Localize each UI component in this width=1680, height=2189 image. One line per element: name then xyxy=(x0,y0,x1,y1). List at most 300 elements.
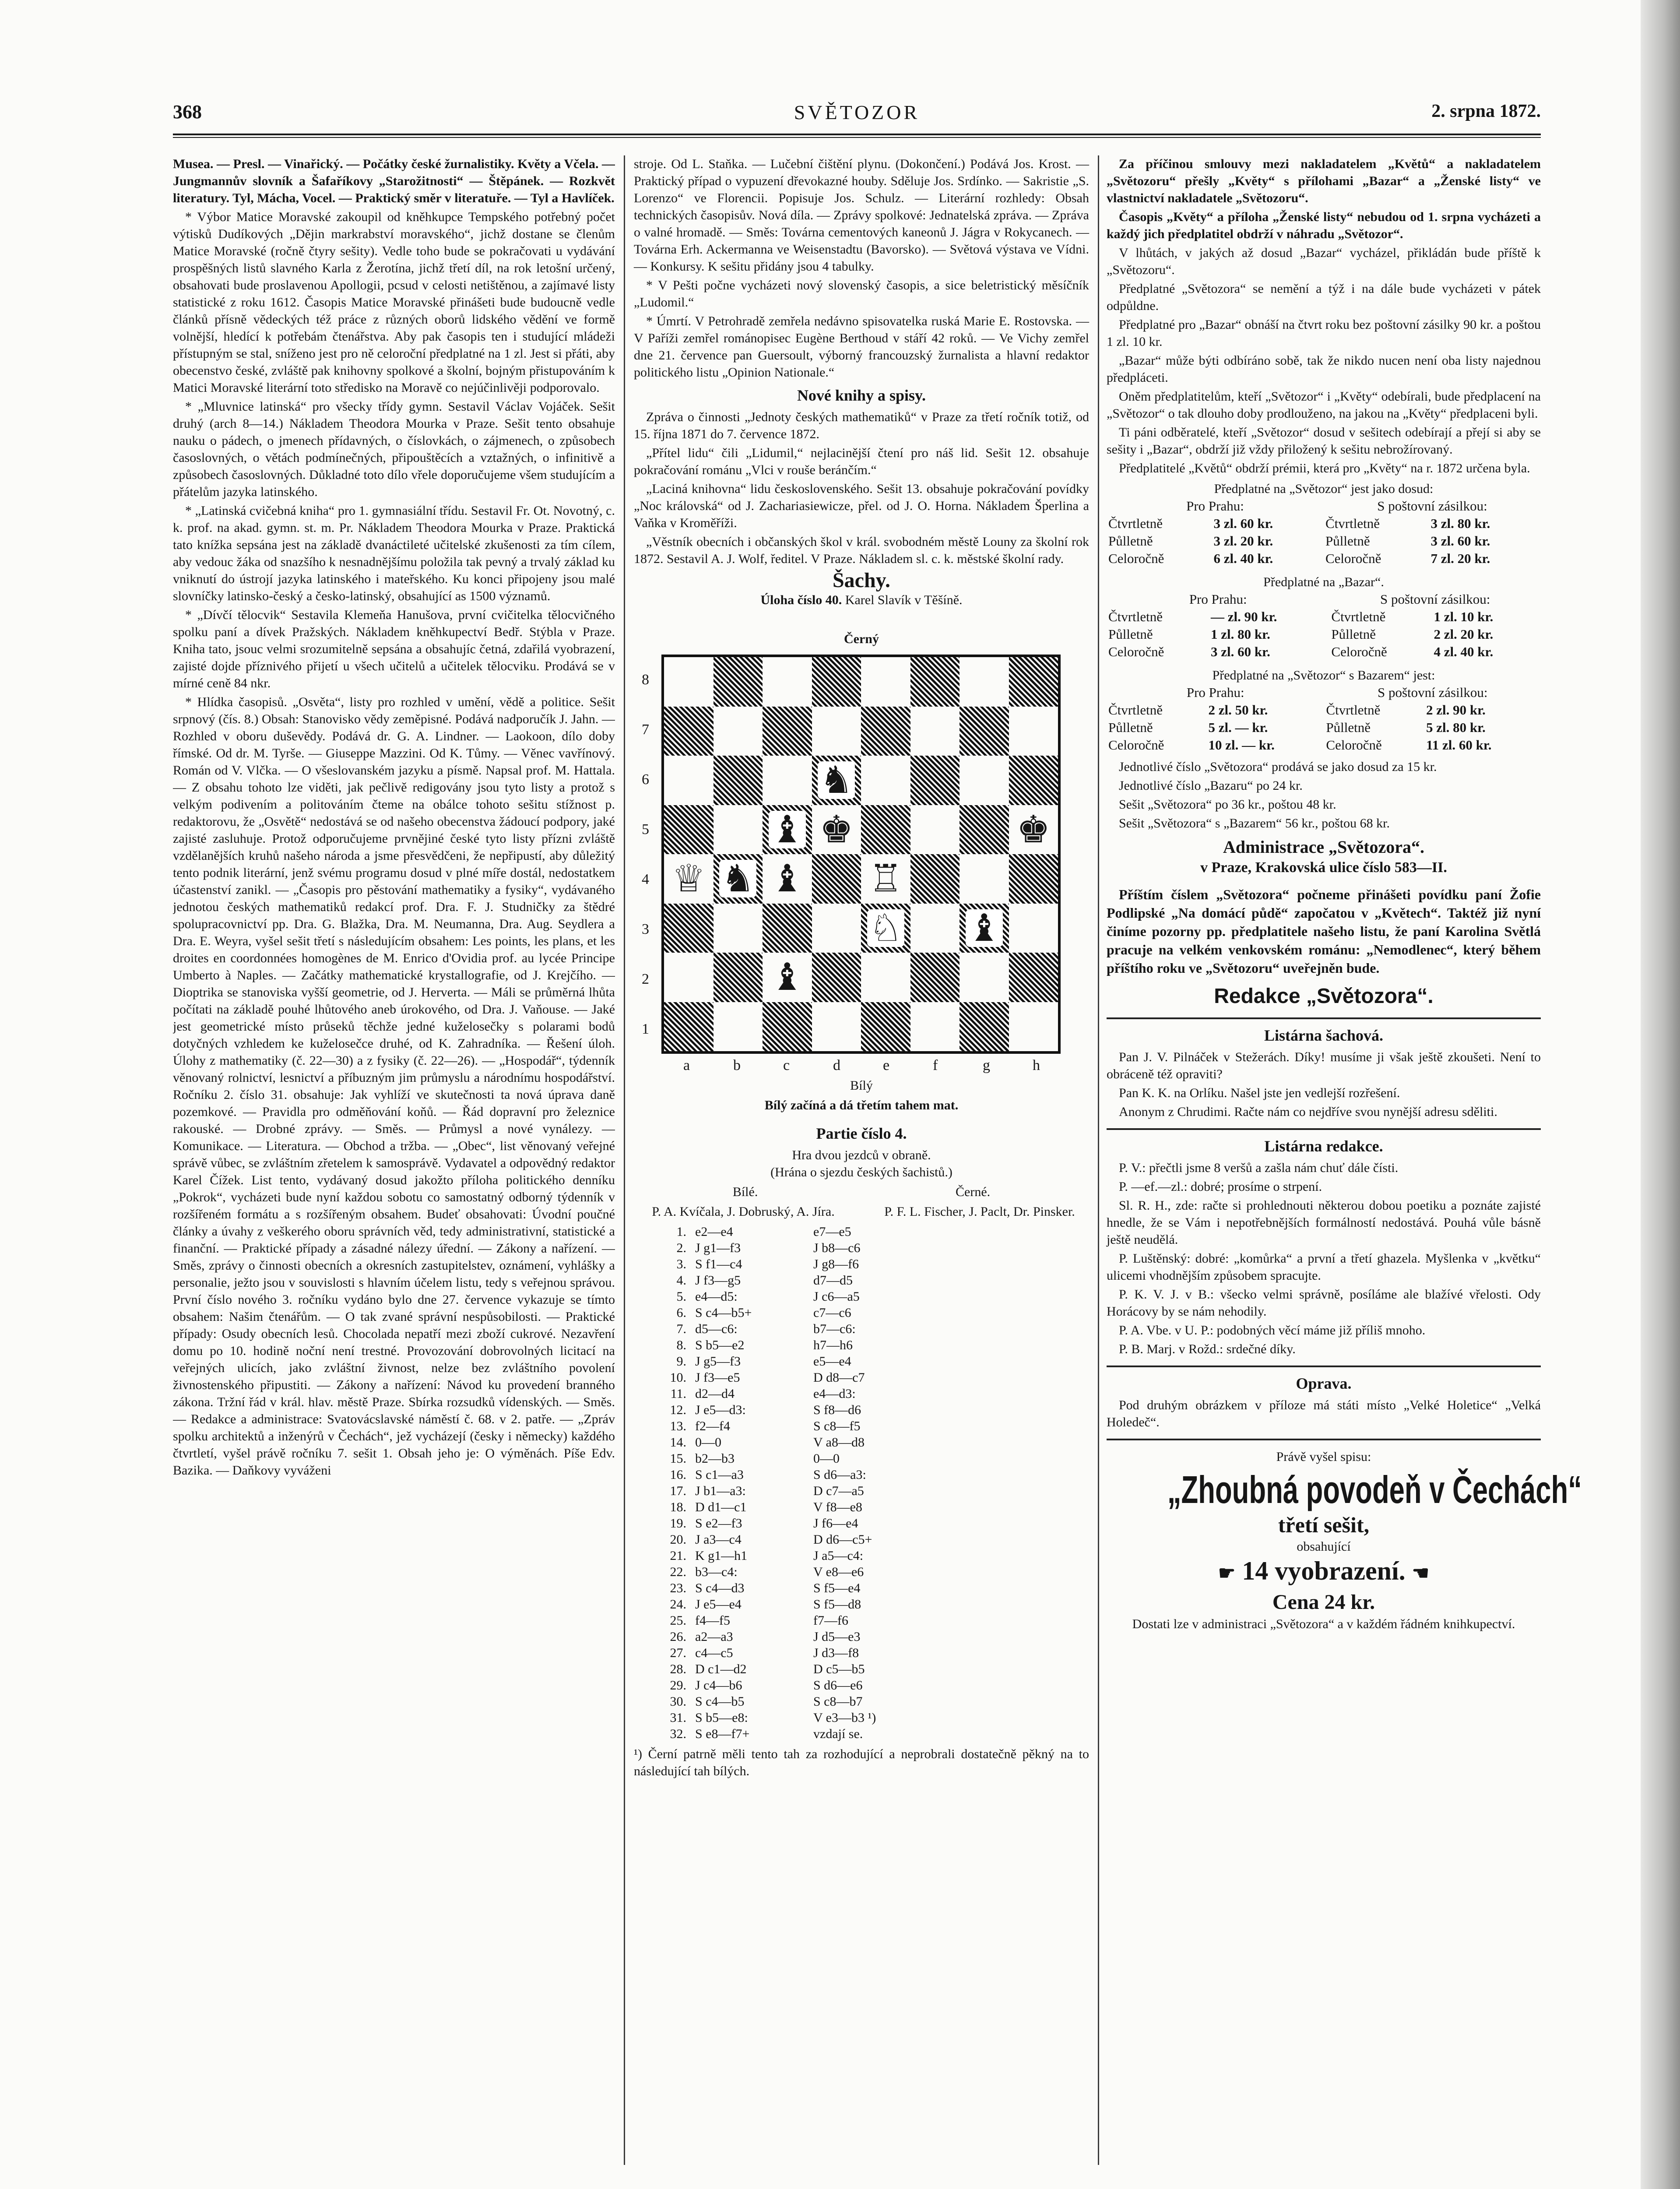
move-number: 17. xyxy=(670,1484,686,1498)
white-move: c4—c5 xyxy=(695,1646,733,1660)
chess-piece: ♞ xyxy=(719,860,756,897)
page-number: 368 xyxy=(173,101,202,123)
black-move: e4—d3: xyxy=(813,1387,856,1401)
paragraph: P. B. Marj. v Rožd.: srdečné díky. xyxy=(1119,1342,1296,1356)
ad-intro: Právě vyšel spisu: xyxy=(1276,1450,1371,1464)
file-label: c xyxy=(783,1057,790,1073)
white-move: J b1—a3: xyxy=(695,1484,746,1498)
table-cell: 2 zl. 90 kr. xyxy=(1426,702,1486,718)
black-move: J g8—f6 xyxy=(813,1257,859,1271)
chess-piece: ♝ xyxy=(769,811,806,848)
move-row xyxy=(634,1256,1089,1272)
white-move: S f1—c4 xyxy=(695,1257,742,1271)
board-square xyxy=(812,904,861,953)
table-header-row xyxy=(1107,497,1541,515)
game-title: Partie číslo 4. xyxy=(816,1125,907,1142)
page-header xyxy=(173,101,1541,131)
white-move: S c1—a3 xyxy=(695,1468,744,1482)
black-move: h7—h6 xyxy=(813,1338,853,1352)
rank-label: 3 xyxy=(642,921,649,937)
move-number: 22. xyxy=(670,1565,686,1579)
column-header: S poštovní zásilkou: xyxy=(1377,685,1488,700)
paragraph: Předplatitelé „Květů“ obdrží prémii, která pro „Květy“ na r. 1872 určena byla. xyxy=(1119,461,1530,475)
black-move: c7—c6 xyxy=(813,1306,851,1320)
table-cell: 2 zl. 50 kr. xyxy=(1208,702,1268,718)
black-move: J f6—e4 xyxy=(813,1516,858,1531)
black-move: S c8—f5 xyxy=(813,1419,861,1433)
black-side-label: Černé. xyxy=(956,1185,991,1199)
black-move: S c8—b7 xyxy=(813,1694,863,1709)
white-move: S c4—d3 xyxy=(695,1581,745,1595)
white-move: b3—c4: xyxy=(695,1565,738,1579)
column-divider xyxy=(1098,155,1099,2165)
table-cell: Čtvrtletně xyxy=(1325,516,1380,531)
black-move: S d6—a3: xyxy=(813,1468,866,1482)
ad-availability: Dostati lze v administraci „Světozora“ a v každém řádném knihkupectví. xyxy=(1132,1617,1515,1631)
move-row xyxy=(634,1564,1089,1580)
board-square xyxy=(959,756,1009,805)
board-square xyxy=(1009,657,1058,707)
table-cell: Půlletně xyxy=(1108,533,1153,549)
white-move: J c4—b6 xyxy=(695,1678,742,1693)
paragraph: Anonym z Chrudimi. Račte nám co nejdříve svou nynější adresu sděliti. xyxy=(1119,1105,1497,1119)
table-cell: 3 zl. 60 kr. xyxy=(1430,533,1490,549)
section-heading: Nové knihy a spisy. xyxy=(797,387,926,404)
editorial-signature: Redakce „Světozora“. xyxy=(1214,985,1434,1008)
move-row xyxy=(634,1661,1089,1677)
move-number: 15. xyxy=(670,1451,686,1466)
issue-date: 2. srpna 1872. xyxy=(1431,101,1541,121)
ad-issue: třetí sešit, xyxy=(1278,1513,1370,1537)
column-header: Pro Prahu: xyxy=(1186,498,1244,514)
board-square xyxy=(1009,904,1058,953)
black-players: P. F. L. Fischer, J. Paclt, Dr. Pinsker. xyxy=(884,1204,1075,1219)
table-cell: 10 zl. — kr. xyxy=(1208,737,1275,753)
board-square xyxy=(812,854,861,904)
board-square xyxy=(763,1002,812,1052)
black-move: D d8—c7 xyxy=(813,1370,865,1385)
move-number: 12. xyxy=(670,1403,686,1417)
column-header: S poštovní zásilkou: xyxy=(1380,591,1490,607)
board-square xyxy=(763,805,812,855)
table-row xyxy=(1107,701,1541,719)
board-square xyxy=(910,707,960,756)
move-number: 7. xyxy=(676,1322,686,1336)
black-move: J d5—e3 xyxy=(813,1629,861,1644)
board-square xyxy=(664,805,713,855)
table-cell: Půlletně xyxy=(1108,626,1153,642)
white-move: S b5—e2 xyxy=(695,1338,745,1352)
table-cell: Čtvrtletně xyxy=(1326,702,1381,718)
paragraph: * V Pešti počne vycházeti nový slovenský časopis, a sice beletristický měsíčník „Ludomil.“ xyxy=(634,278,1089,310)
board-square xyxy=(713,904,763,953)
table-cell: Půlletně xyxy=(1331,626,1376,642)
board-square xyxy=(812,707,861,756)
move-row xyxy=(634,1337,1089,1353)
table-cell: 3 zl. 60 kr. xyxy=(1213,516,1273,531)
board-square xyxy=(812,805,861,855)
table-cell: Půlletně xyxy=(1326,720,1371,735)
section-heading: Oprava. xyxy=(1296,1375,1352,1392)
table-cell: Půlletně xyxy=(1325,533,1370,549)
move-number: 28. xyxy=(670,1662,686,1676)
subscription-table xyxy=(1107,497,1541,567)
move-row xyxy=(634,1710,1089,1726)
black-move: J b8—c6 xyxy=(813,1241,861,1255)
move-number: 32. xyxy=(670,1727,686,1741)
paragraph: Jednotlivé číslo „Bazaru“ po 24 kr. xyxy=(1119,778,1303,793)
move-number: 19. xyxy=(670,1516,686,1531)
white-move: d5—c6: xyxy=(695,1322,738,1336)
table-cell: Celoročně xyxy=(1325,551,1381,566)
paragraph: Sl. R. H., zde: račte si prohlednouti některou dobou poetiku a poznáte zajisté hnedle, že se Vám i nepotřebnějších formálností nedostává. Pouhá vůle básně ještě neudělá. xyxy=(1107,1198,1541,1247)
move-number: 31. xyxy=(670,1710,686,1725)
move-row xyxy=(634,1272,1089,1288)
move-number: 14. xyxy=(670,1435,686,1450)
move-row xyxy=(634,1693,1089,1710)
ad-illustrations-label: 14 vyobrazení. xyxy=(1242,1556,1406,1585)
table-cell: Čtvrtletně xyxy=(1108,609,1163,624)
white-move: f2—f4 xyxy=(695,1419,730,1433)
file-label: d xyxy=(833,1057,840,1073)
table-row xyxy=(1107,608,1541,626)
file-label: h xyxy=(1033,1057,1040,1073)
table-cell: 3 zl. 80 kr. xyxy=(1430,516,1490,531)
white-move: S b5—e8: xyxy=(695,1710,748,1725)
board-square xyxy=(1009,707,1058,756)
move-row xyxy=(634,1305,1089,1321)
board-square xyxy=(664,904,713,953)
board-square xyxy=(1009,756,1058,805)
move-row xyxy=(634,1450,1089,1467)
black-move: 0—0 xyxy=(813,1451,840,1466)
move-number: 1. xyxy=(676,1225,686,1239)
table-cell: Celoročně xyxy=(1326,737,1382,753)
move-row xyxy=(634,1726,1089,1742)
board-square xyxy=(713,657,763,707)
move-row xyxy=(634,1515,1089,1531)
board-square xyxy=(713,1002,763,1052)
paragraph: Oněm předplatitelům, kteří „Světozor“ i „Květy“ odebírali, bude předplacení na „Světozor“ o tak dlouho doby prodlouženo, na jakou na „Květy“ předplaceni byli. xyxy=(1107,389,1541,421)
table-row xyxy=(1107,532,1541,550)
white-move: K g1—h1 xyxy=(695,1548,748,1563)
board-square xyxy=(861,756,910,805)
ad-title: „Zhoubná povodeň v Čechách“ xyxy=(1167,1468,1582,1511)
board-square xyxy=(861,904,910,953)
paragraph: V lhůtách, v jakých až dosud „Bazar“ vycházel, přikládán bude příště k „Světozoru“. xyxy=(1107,246,1541,277)
white-move: J g5—f3 xyxy=(695,1354,741,1369)
divider xyxy=(1107,1365,1541,1367)
black-move: J a5—c4: xyxy=(813,1548,864,1563)
white-move: D d1—c1 xyxy=(695,1500,747,1514)
table-cell: 2 zl. 20 kr. xyxy=(1434,626,1494,642)
white-move: J g1—f3 xyxy=(695,1241,741,1255)
move-number: 10. xyxy=(670,1370,686,1385)
problem-title: Úloha číslo 40. xyxy=(760,593,842,607)
board-square xyxy=(910,904,960,953)
table-cell: Celoročně xyxy=(1108,737,1164,753)
column-header: Pro Prahu: xyxy=(1186,685,1244,700)
black-move: f7—f6 xyxy=(813,1613,848,1628)
board-square xyxy=(664,657,713,707)
paragraph: Sešit „Světozora“ po 36 kr., poštou 48 kr. xyxy=(1119,797,1336,812)
move-number: 11. xyxy=(670,1387,686,1401)
white-move: S e8—f7+ xyxy=(695,1727,750,1741)
black-move: D d6—c5+ xyxy=(813,1532,872,1547)
white-side-label: Bílé. xyxy=(732,1185,758,1199)
column-left xyxy=(173,155,615,2165)
white-move: a2—a3 xyxy=(695,1629,733,1644)
paragraph: Předplatné pro „Bazar“ obnáší na čtvrt roku bez poštovní zásilky 90 kr. a poštou 1 zl. 10 kr. xyxy=(1107,317,1541,349)
paragraph: Zpráva o činnosti „Jednoty českých mathematiků“ v Praze za třetí ročník totiž, od 15. října 1871 do 7. července 1872. xyxy=(634,410,1089,441)
chess-heading: Šachy. xyxy=(832,569,891,592)
problem-heading xyxy=(634,591,1089,609)
move-number: 30. xyxy=(670,1694,686,1709)
rank-label: 4 xyxy=(642,871,649,887)
move-row xyxy=(634,1321,1089,1337)
table-cell: — zl. 90 kr. xyxy=(1211,609,1277,624)
white-label: Bílý xyxy=(850,1078,873,1093)
white-move: J f3—g5 xyxy=(695,1273,741,1288)
chess-board xyxy=(661,655,1061,1054)
paragraph: Pan J. V. Pilnáček v Stežerách. Díky! musíme ji však ještě zkoušeti. Není to obráceně též opraviti? xyxy=(1107,1050,1541,1081)
move-row xyxy=(634,1612,1089,1629)
board-square xyxy=(861,1002,910,1052)
table-cell: Celoročně xyxy=(1108,644,1164,659)
table-heading: Předplatné na „Světozor“ s Bazarem“ jest: xyxy=(1212,668,1435,683)
table-heading: Předplatné na „Světozor“ jest jako dosud: xyxy=(1214,482,1434,496)
white-move: 0—0 xyxy=(695,1435,721,1450)
table-cell: 1 zl. 80 kr. xyxy=(1211,626,1270,642)
column-divider xyxy=(624,155,625,2165)
black-move: J c6—a5 xyxy=(813,1289,860,1304)
black-move: S f5—d8 xyxy=(813,1597,861,1612)
column-header: S poštovní zásilkou: xyxy=(1377,498,1487,514)
table-cell: 5 zl. 80 kr. xyxy=(1426,720,1486,735)
black-move: d7—d5 xyxy=(813,1273,853,1288)
chess-piece: ♝ xyxy=(770,858,804,900)
move-row xyxy=(634,1580,1089,1596)
move-number: 6. xyxy=(676,1306,686,1320)
pointing-hand-icon: ☛ xyxy=(1218,1563,1236,1584)
move-number: 29. xyxy=(670,1678,686,1693)
file-label: g xyxy=(983,1057,990,1073)
file-label: b xyxy=(733,1057,741,1073)
ad-price: Cena 24 kr. xyxy=(1272,1591,1375,1614)
paragraph: stroje. Od L. Staňka. — Lučební čištění plynu. (Dokončení.) Podává Jos. Krost. — Praktický případ o vypuzení dřevokazné houby. Sděluje Jos. Srdínko. — Sakristie „S. Lorenzo“ ve Florencii. Popisuje Jos. Schulz. — Literární rozhledy: Obsah technických časopisův. Nová díla. — Zprávy spolkové: Jednatelská zpráva. — Zpráva o valné hromadě. — Směs: Továrna cementových kaneonů J. Jágra v Rokycanech. — Továrna Erh. Ackermanna ve Weisenstadtu (Bavorsko). — Světová výstava ve Vídni. — Konkursy. K sešitu přidány jsou 4 tabulky. xyxy=(634,157,1089,274)
move-row xyxy=(634,1386,1089,1402)
black-move: b7—c6: xyxy=(813,1322,856,1336)
table-cell: Čtvrtletně xyxy=(1108,516,1163,531)
move-number: 24. xyxy=(670,1597,686,1612)
move-row xyxy=(634,1353,1089,1369)
black-move: D c7—a5 xyxy=(813,1484,864,1498)
move-number: 4. xyxy=(676,1273,686,1288)
paragraph: * Úmrtí. V Petrohradě zemřela nedávno spisovatelka ruská Marie E. Rostovska. — V Paříži zemřel románopisec Eugène Berthoud v stáří 42 roků. — Ve Vichy zemřel dne 21. července pan Guersoult, výborný francouzský žurnalista a hlavní redaktor politického listu „Opinion Nationale.“ xyxy=(634,314,1089,380)
paragraph: Za příčinou smlouvy mezi nakladatelem „Květů“ a nakladatelem „Světozoru“ přešly „Květy“ s přílohami „Bazar“ a „Ženské listy“ ve vlastnictví nakladatele „Světozoru“. xyxy=(1107,157,1541,205)
ad-contents: obsahující xyxy=(1297,1539,1351,1554)
board-square xyxy=(664,953,713,1002)
board-square xyxy=(664,707,713,756)
chess-piece: ♝ xyxy=(770,956,804,999)
white-move: J f3—e5 xyxy=(695,1370,740,1385)
board-square xyxy=(959,904,1009,953)
board-square xyxy=(959,854,1009,904)
black-move: e5—e4 xyxy=(813,1354,851,1369)
table-row xyxy=(1107,719,1541,736)
board-square xyxy=(763,904,812,953)
board-square xyxy=(959,953,1009,1002)
announcement: Příštím číslem „Světozora“ počneme přinášeti povídku paní Žofie Podlipské „Na domácí půdě“ započatou v „Květech“. Taktéž již nyní činíme pozorny pp. předplatitele našeho listu, že paní Karolina Světlá pracuje na velkém venkovském románu: „Nemodlenec“, který během příštího roku ve „Světozoru“ uveřejněn bude. xyxy=(1107,887,1541,976)
white-move: e4—d5: xyxy=(695,1289,738,1304)
board-square xyxy=(812,953,861,1002)
board-square xyxy=(1009,805,1058,855)
admin-title: Administrace „Světozora“. xyxy=(1223,837,1424,857)
table-header-row xyxy=(1107,684,1541,701)
table-cell: 7 zl. 20 kr. xyxy=(1430,551,1490,566)
move-number: 27. xyxy=(670,1646,686,1660)
table-cell: 11 zl. 60 kr. xyxy=(1426,737,1492,753)
table-cell: Půlletně xyxy=(1108,720,1153,735)
board-square xyxy=(713,707,763,756)
white-move: b2—b3 xyxy=(695,1451,735,1466)
move-row xyxy=(634,1402,1089,1418)
move-row xyxy=(634,1483,1089,1499)
white-players: P. A. Kvíčala, J. Dobruský, A. Jíra. xyxy=(652,1204,835,1219)
pointing-hand-icon: ☚ xyxy=(1412,1563,1430,1584)
column-right xyxy=(1107,155,1582,1634)
black-label: Černý xyxy=(844,632,879,646)
move-row xyxy=(634,1548,1089,1564)
masthead-title: SVĚTOZOR xyxy=(794,101,920,123)
move-number: 21. xyxy=(670,1548,686,1563)
black-move: V a8—d8 xyxy=(813,1435,865,1450)
table-cell: Celoročně xyxy=(1108,551,1164,566)
move-number: 9. xyxy=(676,1354,686,1369)
paragraph: „Věstník obecních i občanských škol v král. svobodném městě Louny za školní rok 1872. Sestavil A. J. Wolf, ředitel. V Praze. Nákladem sl. c. k. městské školní rady. xyxy=(634,535,1089,566)
black-move: S f5—e4 xyxy=(813,1581,861,1595)
black-move: S f8—d6 xyxy=(813,1403,861,1417)
divider xyxy=(1107,1017,1541,1019)
board-square xyxy=(1009,1002,1058,1052)
rank-label: 6 xyxy=(642,771,649,788)
paragraph: Předplatné „Světozora“ se nemění a týž i na dále bude vycházeti v pátek odpůldne. xyxy=(1107,282,1541,313)
board-square xyxy=(861,854,910,904)
black-move: e7—e5 xyxy=(813,1225,851,1239)
board-square xyxy=(713,953,763,1002)
table-cell: 1 zl. 10 kr. xyxy=(1434,609,1494,624)
move-number: 18. xyxy=(670,1500,686,1514)
move-row xyxy=(634,1629,1089,1645)
board-square xyxy=(763,953,812,1002)
table-cell: 3 zl. 60 kr. xyxy=(1211,644,1270,659)
move-row xyxy=(634,1499,1089,1515)
rank-label: 2 xyxy=(642,971,649,987)
board-square xyxy=(959,805,1009,855)
move-row xyxy=(634,1467,1089,1483)
table-cell: 3 zl. 20 kr. xyxy=(1213,533,1273,549)
divider xyxy=(1107,1439,1541,1440)
table-row xyxy=(1107,626,1541,643)
board-square xyxy=(910,756,960,805)
paragraph: * „Dívčí tělocvik“ Sestavila Klemeňa Hanušova, první cvičitelka tělocvičného spolku paní a dívek Pražských. Nákladem kněhkupectví Bedř. Stýbla v Praze. Kniha tato, jsouc velmi srozumitelně sepsána a obsahujíc četná, zdařilá vyobrazení, zajisté dojde příznivého přijetí u všech učitelů a učitelek tělocviku. Prodává se v mírné ceně 84 nkr. xyxy=(173,608,615,690)
paragraph: Ti páni odběratelé, kteří „Světozor“ dosud v sešitech odebírají a přejí si aby se sešity i „Bazar“, obdrží již vždy přiložený k sešitu nebrožírovaný. xyxy=(1107,425,1541,457)
table-row xyxy=(1107,515,1541,532)
chess-piece: ♝ xyxy=(966,909,1003,947)
board-square xyxy=(664,756,713,805)
paragraph: „Laciná knihovna“ lidu československého. Sešit 13. obsahuje pokračování povídky „Noc královská“ od J. Zachariasiewicze, přel. od J. O. Horna. Nákladem Šperlina a Vaňka v Kroměříži. xyxy=(634,482,1089,530)
board-square xyxy=(910,657,960,707)
board-square xyxy=(1009,854,1058,904)
subscription-table xyxy=(1107,591,1541,661)
chess-piece: ♞ xyxy=(818,761,855,799)
paragraph: * Výbor Matice Moravské zakoupil od kněhkupce Tempského potřebný počet výtisků Dudíkových „Dějin markrabství moravského“, jichž dostane se členům Matice Moravské (ročně čtyry sešity). Vedle toho bude se pokračovati u vydávání prospěšných listů slavného Karla z Žerotína, jichž třetí díl, na rok letošní určený, obsahovati bude proslavenou Apollogii, pcsud v celosti netištěnou, a zajímavé listy statistické z roku 1612. Časopis Matice Moravské přinášeti bude budoucně vedle článků přísně vědeckých též práce z různých oborů lidského vědění ve formě volnější, hledící k potřebám čtenářstva. Aby pak časopis ten i studující mládeži přístupným se stal, sníženo jest pro ně celoroční předplatné na 1 zl. Jest si přáti, aby obecenstvo české, zvláště pak knihovny spolkové a školní, bojným přistupováním k Matici Moravské literární toto středisko na Moravě co nejúčinlivěji podporovalo. xyxy=(173,210,615,395)
paragraph: Pod druhým obrázkem v příloze má státi místo „Velké Holetice“ „Velká Holedeč“. xyxy=(1107,1398,1541,1429)
game-players xyxy=(634,1203,1089,1220)
table-cell: Čtvrtletně xyxy=(1108,702,1163,718)
black-move: V e3—b3 ¹) xyxy=(813,1710,876,1725)
white-move: d2—d4 xyxy=(695,1387,735,1401)
move-row xyxy=(634,1288,1089,1305)
ad-illustrations xyxy=(1107,1555,1541,1589)
paragraph: * Hlídka časopisů. „Osvěta“, listy pro rozhled v umění, vědě a politice. Sešit srpnový (čís. 8.) Obsah: Stanovisko vědy zeměpisné. Podává nadporučík J. Jahn. — Rozhled v oboru duševědy. Podává dr. G. A. Lindner. — Laokoon, dílo doby římské. Od dr. M. Tyrše. — Giuseppe Mazzini. Od K. Tůmy. — Věnec vavřínový. Román od V. Vlčka. — O všeslovanském jazyku a písmě. Napsal prof. M. Hattala. — Z obsahu tohoto lze viděti, jak pečlivě redigovány jsou tyto listy a protož s velkým podivením a politováním čteme na obálce tohoto sešitu stížnost p. redaktorovu, že „Osvětě“ nedostává se od našeho obecenstva žádoucí podpory, jaké zajisté zasluhuje. Protož odporučujeme prvnějiné české tyto listy přízni zvláště vzdělanějších kruhů našeho národa a jsme přesvědčeni, že nepřipustí, aby důležitý tento podnik literární, jenž svému programu dosud v plné míře dostál, nedostatkem účastenství zanikl. — „Časopis pro pěstování mathematiky a fysiky“, vydávaného jednotou českých mathematiků redakcí prof. Dra. F. J. Studničky za štědré spolupracovnictví pp. Dra. G. Blažka, Dra. M. Neumanna, Dra. Aug. Seydlera a Dra. E. Weyra, vyšel sešit třetí s následujícím obsahem: Les points, les plans, et les droites en coordonnées homogènes de M. Enrico d'Ovidia prof. au lycée Principe Umberto à Naples. — Začátky mathematické krystallografie, od J. Krejčího. — Dioptrika se stanoviska vyšší geometrie, od J. Herverta. — Máli se průměrná lhůta počítati na základě pouhé lhůtového aneb úrokového, od Dra. J. Vaňouse. — Jaké jest geometrické místo průseků těchže jedné kuželosečky s polarami bodů dotyčných vzhledem ke kuželosečce druhé, od K. Zahradníka. — Řešení úloh. Úlohy z mathematiky (č. 22—30) a z fysiky (č. 22—26). — „Hospodář“, týdenník věnovaný rolnictví, lesnictví a příbuzným jim průmyslu a národnímu hospodářství. Ročníku 2. číslo 31. obsahuje: Jak vyhlíží ve skutečnosti ta nová úprava daně pozemkové. — Pravidla pro odměňování koňů. — Řád dopravní pro železnice rakouské. — Drobné zprávy. — Směs. — Průmysl a nové vynálezy. — Komunikace. — Literatura. — Obchod a tržba. — „Obec“, list věnovaný veřejné správě vůbec, se zvláštním zřetelem k samosprávě. Vydavatel a odpovědný redaktor Karel Čížek. List tento, vydávaný dosud jakožto příloha politického denníku „Pokrok“, vycházeti bude nyní každou sobotu co samostatný odborný týdenník v rozšířeném formátu a s rozšířeným obsahem. Budeť obsahovati: Úvodní poučné články a úvahy z veškerého oboru správních věd, tedy administrativní, statistické a finanční. — Praktické případy a zásadné nálezy úřední. — Zákony a nařízení. — Směs, zprávy o činnosti obecních a okresních zastupitelstev, oznámení, vyhlášky a personalie, ježto jsou v souvislosti s hlavním účelem listu, tedy s veřejnou správou. První číslo nového 3. ročníku vydáno bylo dne 27. července vykazuje se tímto obsahem: Našim čtenářům. — O tak zvané správní nespůsobilosti. — Praktické případy: Osudy obecních lesů. Chocolada nepatří mezi zboží cukrové. Nezavření domu po 10. hodině noční není trestné. Provozování dobrovolných licitací na veřejných ulicích, jako zvláštní živnost, nelze bez zvláštního povolení živnostenského připustiti. — Zákony a nařízení: Návod ku provedení branného zákona. Tržní řád v král. hlav. městě Praze. Sbírka rozsudků vídenských. — Směs. — Redakce a administrace: Svatovácslavské náměstí č. 68. v 2. patře. — „Zpráv spolku architektů a inženýrů v Čechách“, jež vycházejí (česky i německy) každého čtvrtletí, vyšel právě ročníku 7. sešit 1. Obsah jeho je: O výměnách. Píše Edv. Bazika. — Daňkovy vyváženi xyxy=(173,695,615,1478)
table-row xyxy=(1107,736,1541,754)
table-cell: Čtvrtletně xyxy=(1331,609,1386,624)
black-move: vzdají se. xyxy=(813,1727,863,1741)
move-row xyxy=(634,1596,1089,1612)
divider xyxy=(1107,1128,1541,1130)
move-row xyxy=(634,1240,1089,1256)
board-square xyxy=(959,1002,1009,1052)
board-square xyxy=(664,1002,713,1052)
white-move: J e5—d3: xyxy=(695,1403,746,1417)
board-square xyxy=(763,854,812,904)
moves-table xyxy=(634,1224,1089,1742)
board-square xyxy=(664,854,713,904)
board-square xyxy=(910,1002,960,1052)
table-heading: Předplatné na „Bazar“. xyxy=(1263,575,1384,589)
white-move: S c4—b5+ xyxy=(695,1306,752,1320)
move-number: 8. xyxy=(676,1338,686,1352)
chess-piece: ♘ xyxy=(867,909,904,947)
section-heading: Listárna šachová. xyxy=(1264,1027,1384,1044)
board-square xyxy=(959,657,1009,707)
white-move: S e2—f3 xyxy=(695,1516,742,1531)
move-row xyxy=(634,1224,1089,1240)
paragraph: Pan K. K. na Orlíku. Našel jste jen vedlejší rozřešení. xyxy=(1119,1086,1400,1100)
paragraph: „Bazar“ může býti odbíráno sobě, tak že nikdo nucen není oba listy najednou předpláceti. xyxy=(1107,353,1541,385)
paragraph: P. Luštěnský: dobré: „komůrka“ a první a třetí ghazela. Myšlenka v „květku“ ulicemi vhodnějším způsobem spracujte. xyxy=(1107,1251,1541,1283)
paragraph: * „Latinská cvičebná kniha“ pro 1. gymnasiální třídu. Sestavil Fr. Ot. Novotný, c. k. prof. na akad. gymn. st. m. Pr. Nákladem Theodora Mourka v Praze. Praktická tato knížka sepsána jest na základě dvanáctileté učitelské zkušenosti za tím cílem, aby vedouc žáka od snazšího k nesnadnějšímu položila tak pevný a trvalý základ ku vniknutí do ústrojí jazyka latinského i mateřského. Ku konci připojeny jsou malé slovníčky latinsko-český a česko-latinský, obsahující as 1500 významů. xyxy=(173,503,615,603)
black-move: D c5—b5 xyxy=(813,1662,865,1676)
move-number: 25. xyxy=(670,1613,686,1628)
black-move: V f8—e8 xyxy=(813,1500,862,1514)
file-label: f xyxy=(933,1057,938,1073)
paragraph: „Přítel lidu“ čili „Lidumil,“ nejlacinější čtení pro náš lid. Sešit 12. obsahuje pokračování románu „Vlci v rouše beránčím.“ xyxy=(634,446,1089,477)
board-square xyxy=(1009,953,1058,1002)
table-cell: 4 zl. 40 kr. xyxy=(1434,644,1494,659)
paragraph: P. V.: přečtli jsme 8 veršů a zašla nám chuť dále čísti. xyxy=(1119,1161,1399,1175)
move-number: 2. xyxy=(676,1241,686,1255)
white-move: e2—e4 xyxy=(695,1225,733,1239)
board-square xyxy=(861,657,910,707)
scan-edge xyxy=(1641,0,1680,2189)
paragraph: * „Mluvnice latinská“ pro všecky třídy gymn. Sestavil Václav Vojáček. Sešit druhý (arch 8—14.) Nákladem Theodora Mourka v Praze. Sešit tento obsahuje nauku o pádech, o jmenech přídavných, o číslovkách, o zájmenech, o způsobech časoslovných, o větách podmínečných, připouštěcích a vztažných, o infinitivě a způsobech časoslovných. Důkladné toto dílo vřele doporučujeme všem studujícím a přátelům jazyka latinského. xyxy=(173,399,615,499)
board-square xyxy=(910,854,960,904)
board-square xyxy=(861,953,910,1002)
game-subtitle-2: (Hrána o sjezdu českých šachistů.) xyxy=(770,1165,952,1179)
move-number: 26. xyxy=(670,1629,686,1644)
